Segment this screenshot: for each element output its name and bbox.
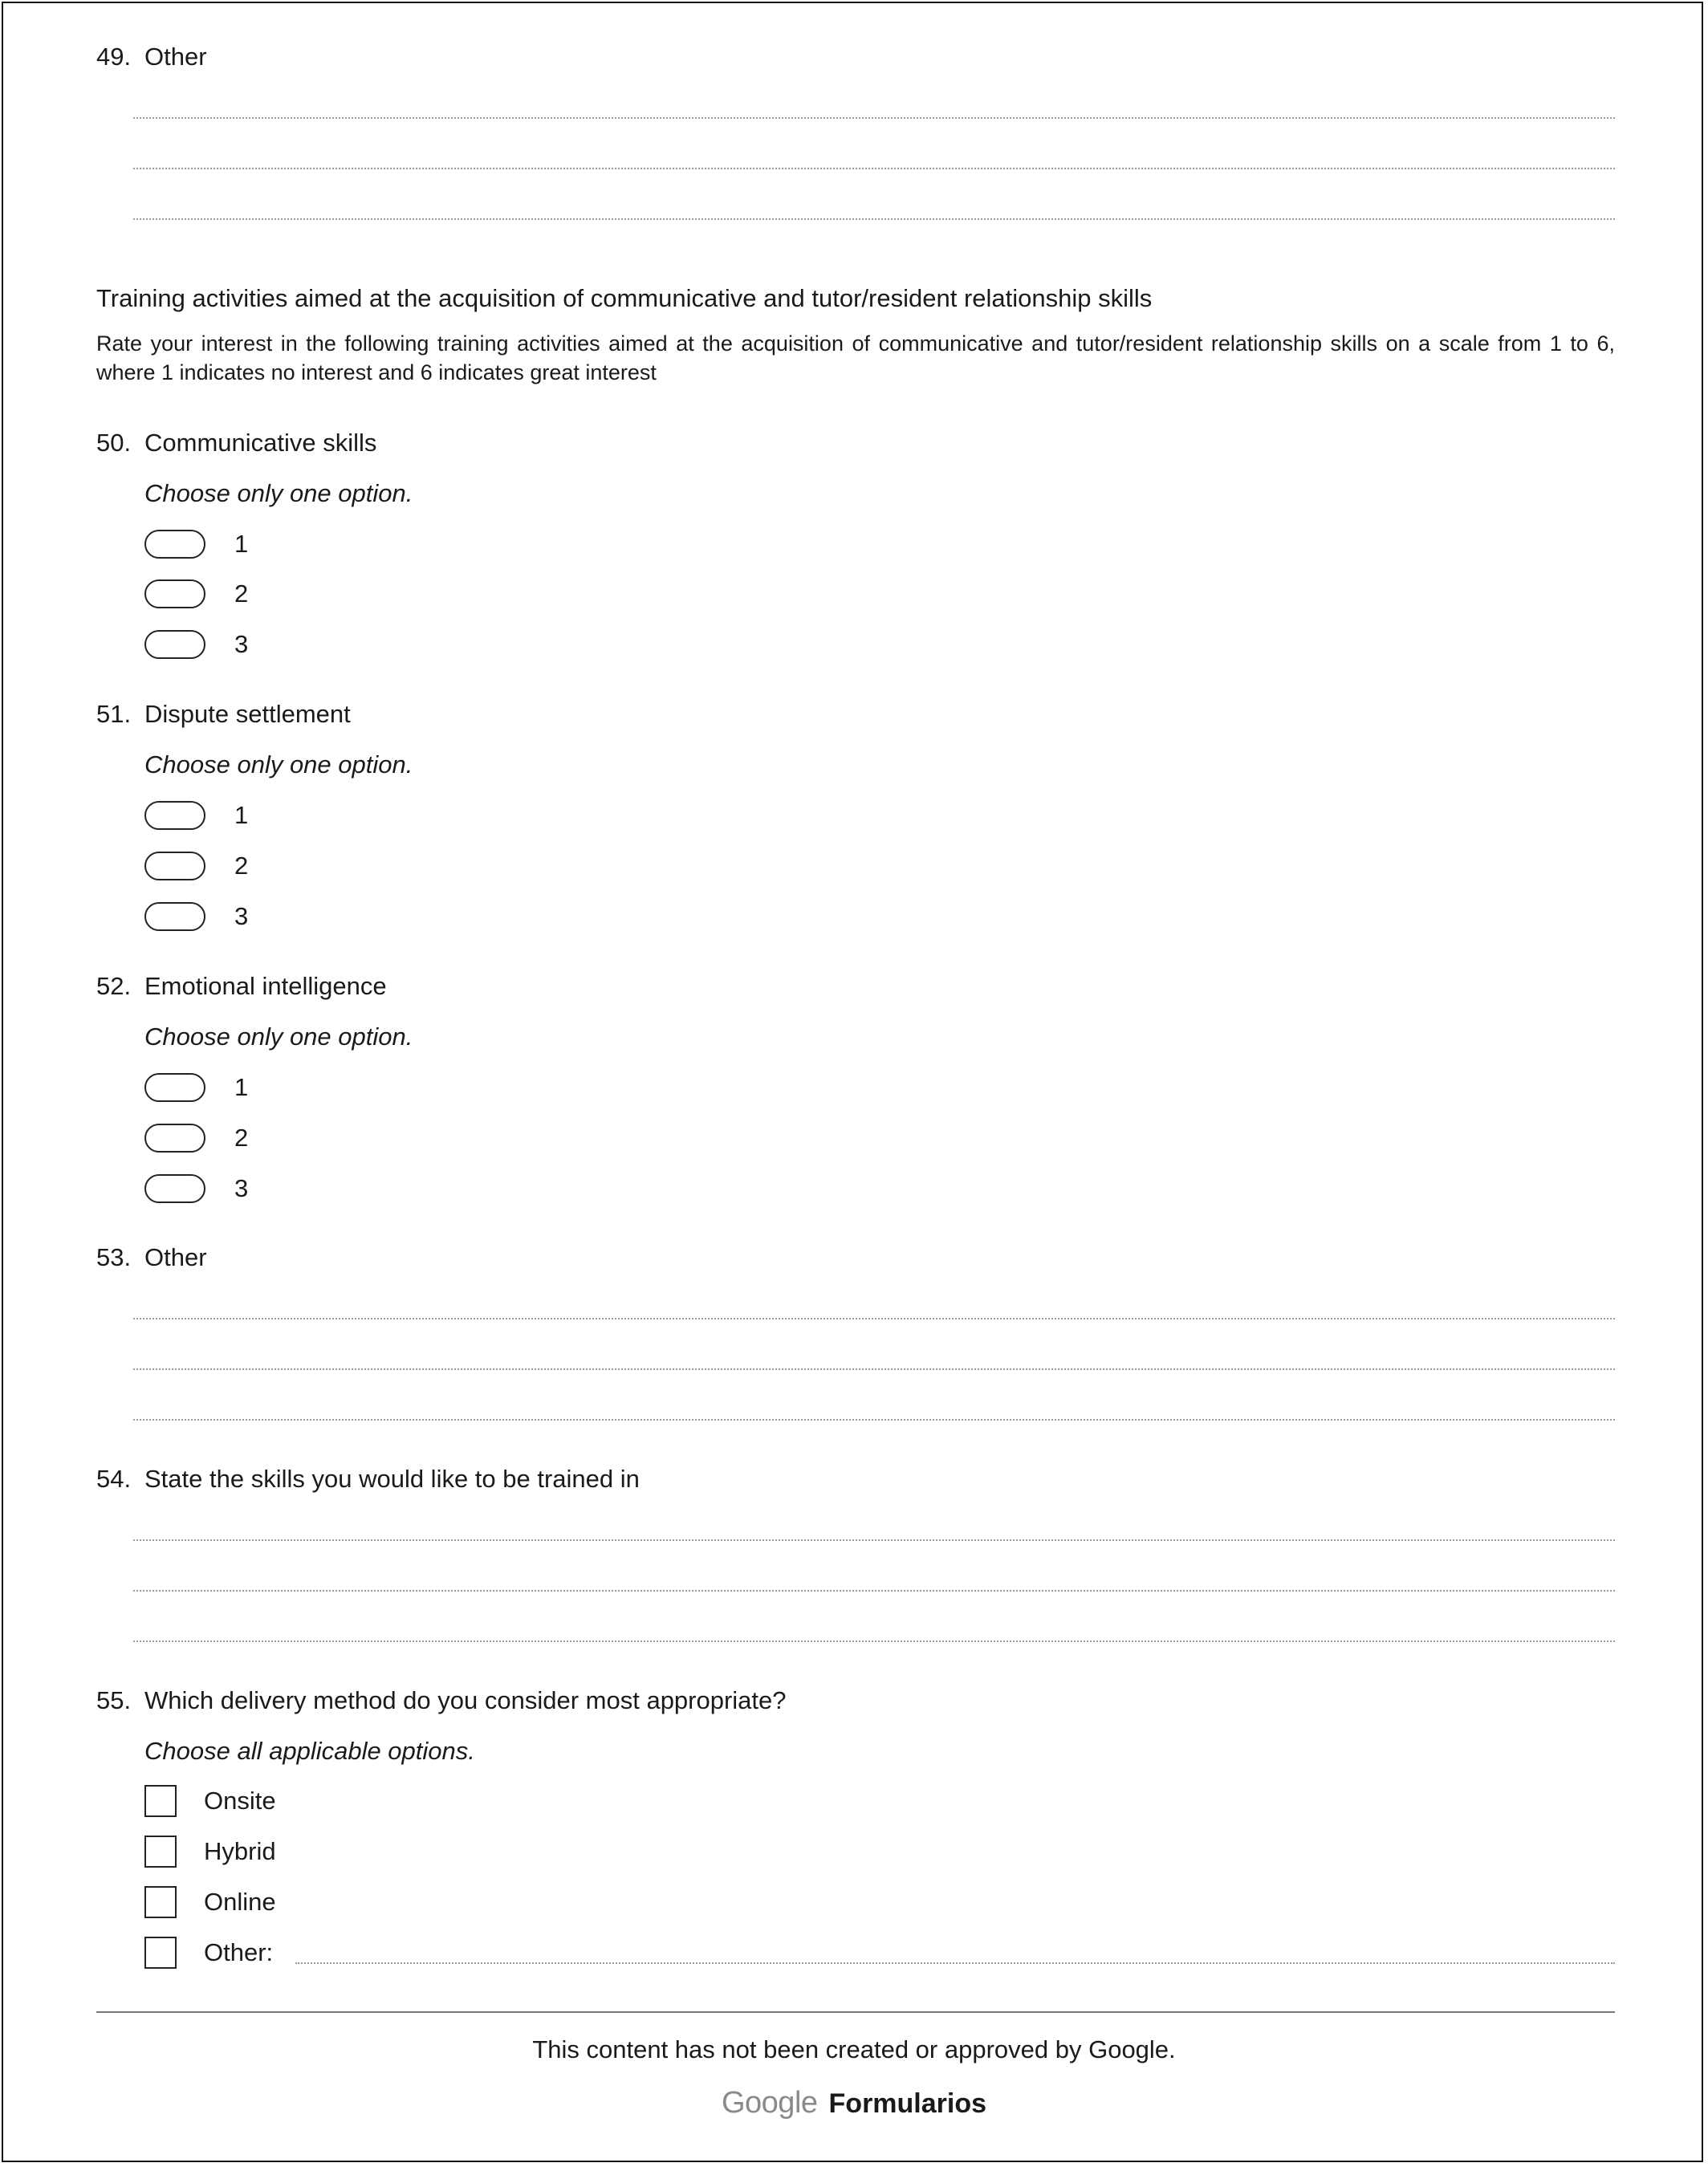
q51-option-1: 1 xyxy=(234,801,249,829)
q52-number: 52. xyxy=(96,972,132,1000)
q49-title: Other xyxy=(144,43,207,71)
q54-answer-line-3[interactable] xyxy=(133,1640,1615,1642)
q55-number: 55. xyxy=(96,1686,132,1714)
q52-hint: Choose only one option. xyxy=(144,1023,413,1051)
q50-radio-2[interactable] xyxy=(144,579,205,608)
q54-answer-line-2[interactable] xyxy=(133,1590,1615,1592)
q55-other-input-line[interactable] xyxy=(295,1962,1615,1964)
section-title: Training activities aimed at the acquisition of communicative and tutor/resident relationship skills xyxy=(96,284,1153,312)
q52-option-3: 3 xyxy=(234,1174,249,1202)
q51-option-2: 2 xyxy=(234,852,249,880)
section-description: Rate your interest in the following training activities aimed at the acquisition of communicative and tutor/resident relationship skills on a scale from 1 to 6, where 1 indicates no interest and 6 indicates great interest xyxy=(96,331,1615,384)
q54-number: 54. xyxy=(96,1465,132,1493)
q49-answer-line-2[interactable] xyxy=(133,168,1615,169)
q53-title: Other xyxy=(144,1243,207,1271)
q55-checkbox-online[interactable] xyxy=(144,1886,177,1918)
q55-option-online: Online xyxy=(204,1888,276,1916)
q55-title: Which delivery method do you consider most appropriate? xyxy=(144,1686,787,1714)
q51-radio-1[interactable] xyxy=(144,801,205,830)
google-wordmark: Google xyxy=(721,2086,818,2120)
q51-radio-3[interactable] xyxy=(144,902,205,931)
q52-option-1: 1 xyxy=(234,1073,249,1101)
q55-checkbox-hybrid[interactable] xyxy=(144,1836,177,1868)
footer-divider xyxy=(96,2011,1615,2013)
forms-wordmark: Formularios xyxy=(828,2088,987,2119)
q53-answer-line-1[interactable] xyxy=(133,1318,1615,1319)
q53-answer-line-2[interactable] xyxy=(133,1368,1615,1370)
q49-answer-line-3[interactable] xyxy=(133,218,1615,220)
q50-hint: Choose only one option. xyxy=(144,479,413,507)
q52-radio-2[interactable] xyxy=(144,1124,205,1153)
footer-disclaimer: This content has not been created or approved by Google. xyxy=(532,2035,1176,2063)
q50-radio-3[interactable] xyxy=(144,630,205,659)
q51-option-3: 3 xyxy=(234,902,249,930)
google-forms-logo[interactable] xyxy=(0,2085,1708,2121)
q52-title: Emotional intelligence xyxy=(144,972,387,1000)
q54-title: State the skills you would like to be trained in xyxy=(144,1465,640,1493)
q50-radio-1[interactable] xyxy=(144,530,205,559)
q51-hint: Choose only one option. xyxy=(144,750,413,779)
q50-option-1: 1 xyxy=(234,530,249,558)
q52-radio-3[interactable] xyxy=(144,1174,205,1203)
q55-option-other: Other: xyxy=(204,1938,274,1966)
q55-option-onsite: Onsite xyxy=(204,1787,276,1815)
q50-title: Communicative skills xyxy=(144,429,377,457)
q52-option-2: 2 xyxy=(234,1124,249,1152)
q55-checkbox-other[interactable] xyxy=(144,1937,177,1969)
q53-answer-line-3[interactable] xyxy=(133,1419,1615,1421)
q51-number: 51. xyxy=(96,700,132,728)
q55-hint: Choose all applicable options. xyxy=(144,1737,475,1765)
q50-number: 50. xyxy=(96,429,132,457)
q54-answer-line-1[interactable] xyxy=(133,1539,1615,1541)
q50-option-3: 3 xyxy=(234,630,249,658)
q52-radio-1[interactable] xyxy=(144,1073,205,1102)
q49-answer-line-1[interactable] xyxy=(133,117,1615,119)
q51-title: Dispute settlement xyxy=(144,700,351,728)
q55-option-hybrid: Hybrid xyxy=(204,1837,276,1865)
q55-checkbox-onsite[interactable] xyxy=(144,1785,177,1817)
q51-radio-2[interactable] xyxy=(144,852,205,880)
q50-option-2: 2 xyxy=(234,579,249,608)
q53-number: 53. xyxy=(96,1243,132,1271)
q49-number: 49. xyxy=(96,43,132,71)
